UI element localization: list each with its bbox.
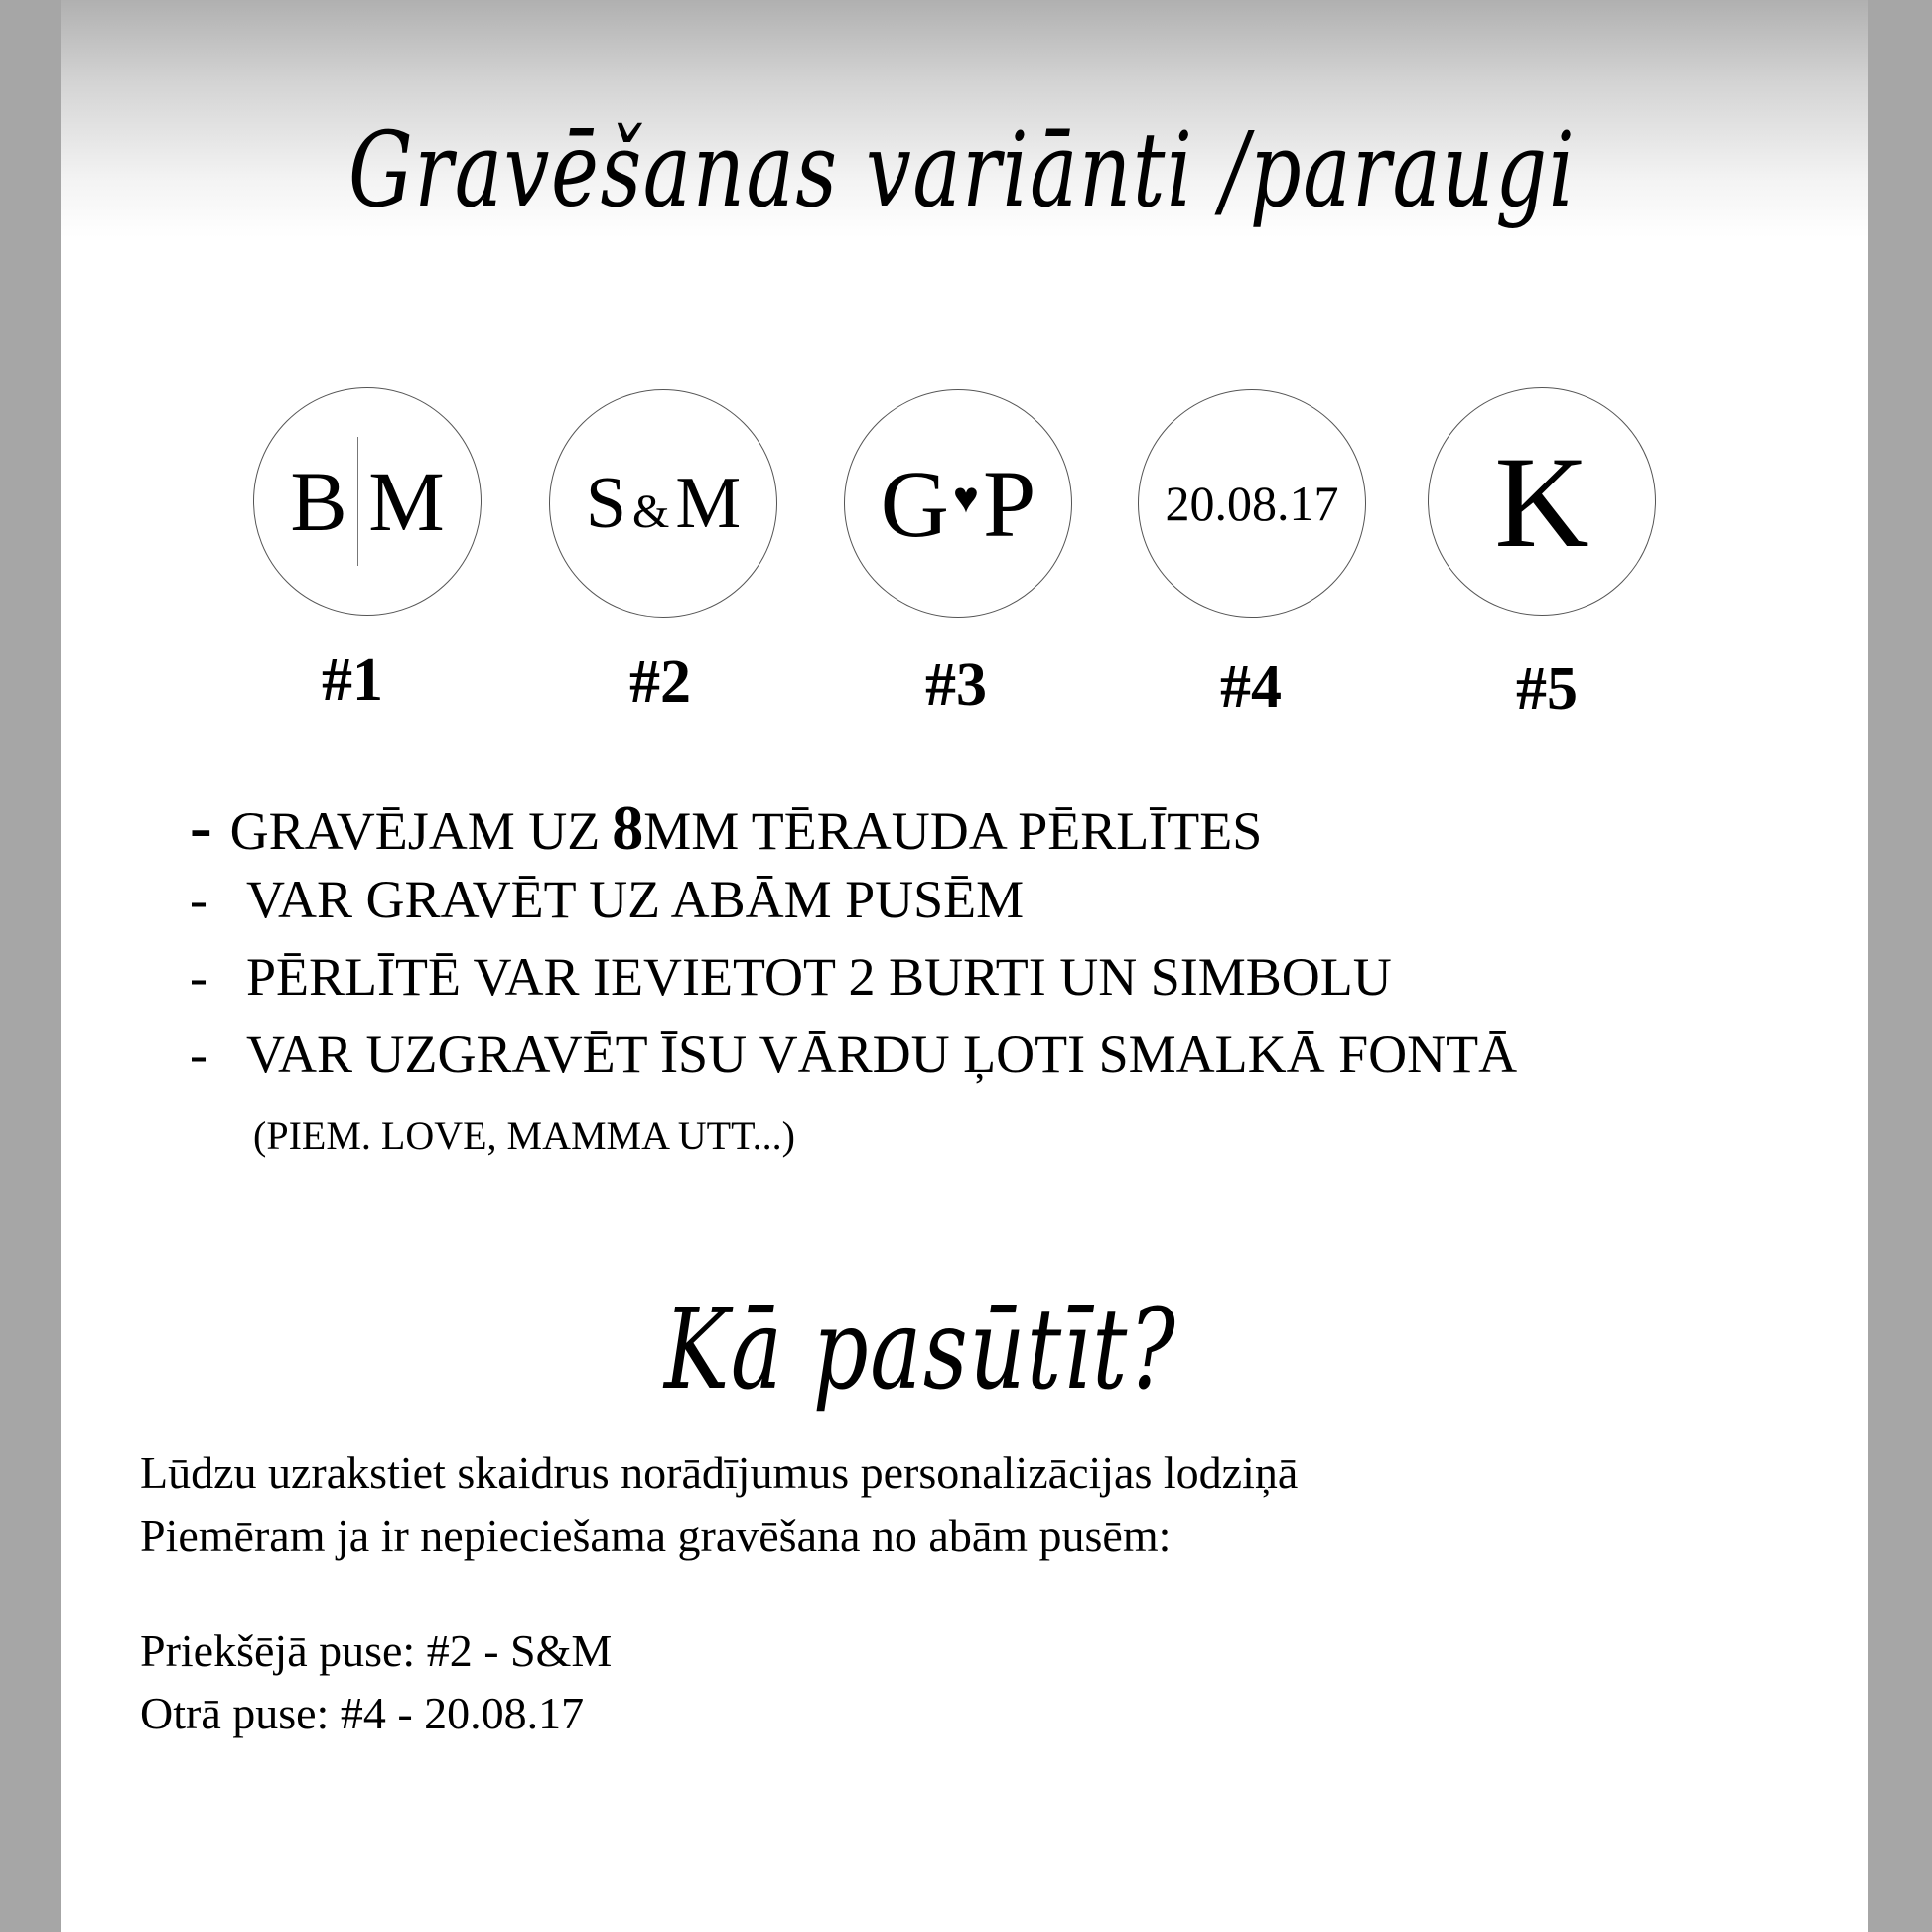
bead-letter-text: K xyxy=(1494,428,1589,575)
feature-note: (PIEM. LOVE, MAMMA UTT...) xyxy=(253,1113,795,1158)
feature-size-number: 8 xyxy=(612,792,644,863)
monogram-letter-left: B xyxy=(290,454,347,549)
feature-item-4 xyxy=(190,1024,1517,1085)
bead-number-2: #2 xyxy=(629,648,691,716)
list-dash: - xyxy=(190,870,207,929)
monogram-letter-left: S xyxy=(585,462,626,544)
feature-text: PĒRLĪTĒ VAR IEVIETOT 2 BURTI UN SIMBOLU xyxy=(246,947,1392,1007)
bead-date-text: 20.08.17 xyxy=(1165,476,1339,531)
order-instruction-line-2: Piemēram ja ir nepieciešama gravēšana no abām pusēm: xyxy=(140,1510,1172,1561)
document-page xyxy=(61,0,1868,1932)
bead-number-3: #3 xyxy=(925,651,987,719)
ampersand-symbol: & xyxy=(632,484,670,538)
feature-item-1 xyxy=(190,787,1262,866)
bead-number-5: #5 xyxy=(1516,655,1578,723)
bead-sample-2 xyxy=(549,389,777,618)
bead-sample-4 xyxy=(1138,389,1366,618)
monogram-bm xyxy=(290,437,444,566)
order-heading: Kā pasūtīt? xyxy=(664,1286,1177,1415)
list-dash: - xyxy=(190,1025,207,1084)
order-example-back: Otrā puse: #4 - 20.08.17 xyxy=(140,1688,585,1738)
monogram-letter-right: P xyxy=(983,450,1036,557)
bead-sample-1 xyxy=(253,387,482,616)
list-dash: - xyxy=(190,788,212,864)
monogram-sm xyxy=(586,462,741,546)
bead-sample-3 xyxy=(844,389,1072,618)
feature-text: MM TĒRAUDA PĒRLĪTES xyxy=(643,801,1263,861)
monogram-letter-right: M xyxy=(675,462,742,544)
page-title: Gravēšanas variānti /paraugi xyxy=(348,109,1577,230)
monogram-gp xyxy=(881,449,1036,559)
order-instruction-line-1: Lūdzu uzrakstiet skaidrus norādījumus personalizācijas lodziņā xyxy=(140,1448,1299,1498)
vertical-divider xyxy=(357,437,359,566)
monogram-letter-right: M xyxy=(368,454,445,549)
feature-item-2 xyxy=(190,869,1024,930)
order-example-front: Priekšējā puse: #2 - S&M xyxy=(140,1625,613,1676)
monogram-letter-left: G xyxy=(880,450,949,557)
feature-text: VAR UZGRAVĒT ĪSU VĀRDU ĻOTI SMALKĀ FONTĀ xyxy=(246,1025,1518,1084)
bead-number-4: #4 xyxy=(1220,653,1282,721)
feature-text: GRAVĒJAM UZ xyxy=(229,801,601,861)
list-dash: - xyxy=(190,947,207,1007)
bead-number-1: #1 xyxy=(322,646,383,714)
heart-icon: ♥ xyxy=(952,473,980,522)
feature-item-3 xyxy=(190,946,1392,1008)
bead-sample-5 xyxy=(1428,387,1656,616)
feature-text: VAR GRAVĒT UZ ABĀM PUSĒM xyxy=(246,870,1025,929)
